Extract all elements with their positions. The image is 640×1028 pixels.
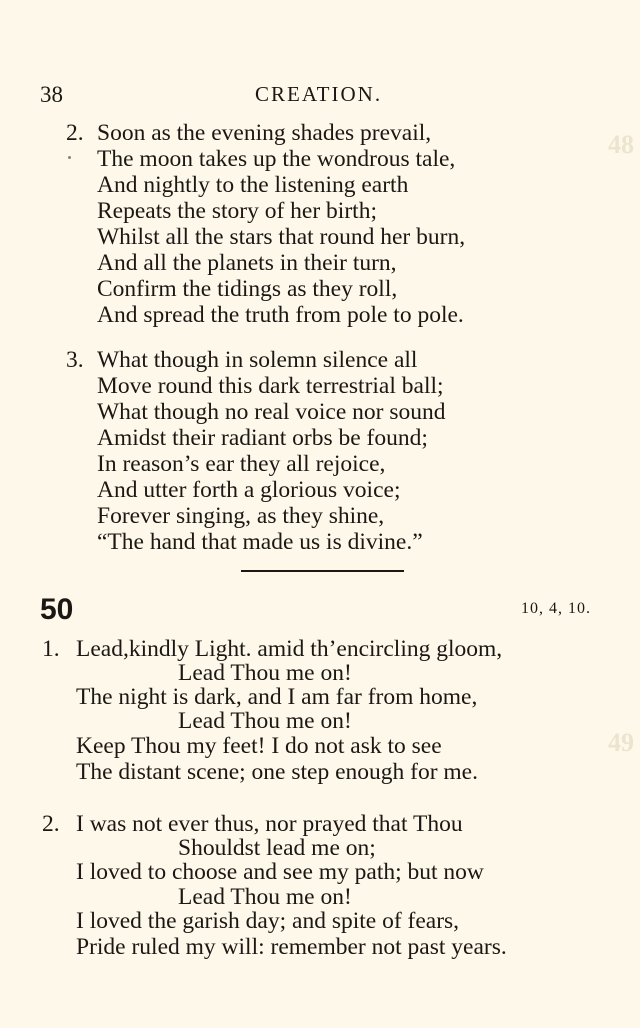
paper-speck: [68, 156, 71, 159]
verse-line: Keep Thou my feet! I do not ask to see: [76, 733, 442, 759]
verse-line: Soon as the evening shades prevail,: [97, 120, 432, 146]
verse-line: I loved the garish day; and spite of fears,: [76, 908, 460, 934]
verse-line: “The hand that made us is divine.”: [97, 529, 423, 555]
page-header: [40, 82, 620, 112]
verse-line: In reason’s ear they all rejoice,: [97, 451, 386, 477]
verse-number: 3.: [66, 347, 84, 373]
verse-line: Confirm the tidings as they roll,: [97, 276, 398, 302]
verse-line: And nightly to the listening earth: [97, 172, 409, 198]
verse-refrain: Lead Thou me on!: [178, 708, 352, 734]
verse-line: Pride ruled my will: remember not past years.: [76, 934, 507, 960]
verse-line: Move round this dark terrestrial ball;: [97, 373, 444, 399]
verse-refrain: Lead Thou me on!: [178, 884, 352, 910]
verse-line: Lead,kindly Light. amid th’encircling gloom,: [76, 636, 503, 662]
verse-line: Whilst all the stars that round her burn,: [97, 224, 466, 250]
verse-line: Amidst their radiant orbs be found;: [97, 425, 428, 451]
verse-line: What though no real voice nor sound: [97, 399, 446, 425]
section-title: CREATION.: [255, 82, 383, 106]
verse-line: And utter forth a glorious voice;: [97, 477, 401, 503]
verse-number: 2.: [42, 811, 60, 837]
verse-refrain: Shouldst lead me on;: [178, 835, 376, 861]
verse-line: The distant scene; one step enough for me.: [76, 759, 478, 785]
hymn-meter: 10, 4, 10.: [521, 600, 591, 617]
hymn-number: 50: [40, 593, 74, 626]
verse-line: I was not ever thus, nor prayed that Thou: [76, 811, 463, 837]
verse-line: What though in solemn silence all: [97, 347, 418, 373]
verse-line: I loved to choose and see my path; but now: [76, 859, 484, 885]
verse-refrain: Lead Thou me on!: [178, 660, 352, 686]
bleed-through-mark: 48: [608, 130, 634, 159]
verse-line: The night is dark, and I am far from home,: [76, 684, 478, 710]
verse-line: The moon takes up the wondrous tale,: [97, 146, 456, 172]
verse-number: 1.: [42, 636, 60, 662]
verse-line: Forever singing, as they shine,: [97, 503, 385, 529]
verse-line: And all the planets in their turn,: [97, 250, 397, 276]
verse-line: Repeats the story of her birth;: [97, 198, 377, 224]
verse-number: 2.: [66, 120, 84, 146]
bleed-through-mark: 49: [608, 728, 634, 757]
verse-line: And spread the truth from pole to pole.: [97, 302, 464, 328]
divider-rule: [241, 570, 404, 572]
page-number: 38: [40, 82, 63, 107]
